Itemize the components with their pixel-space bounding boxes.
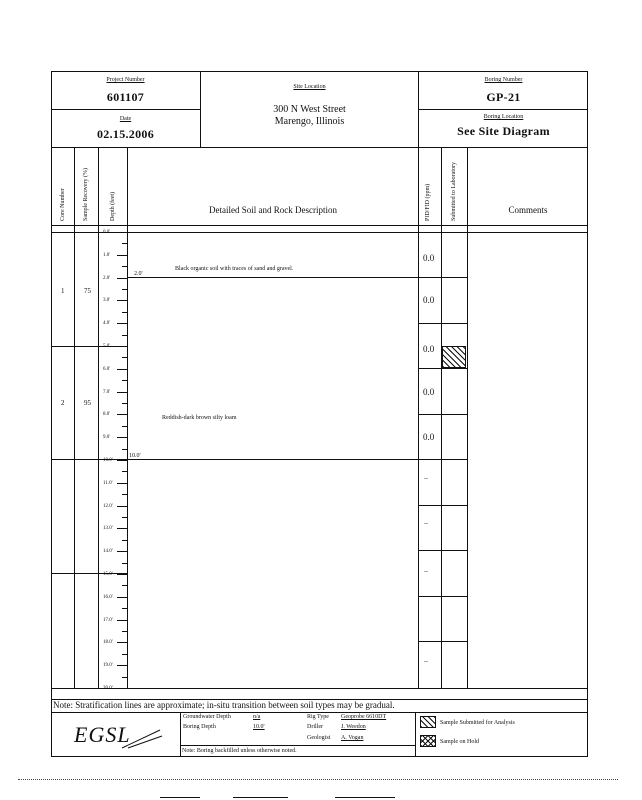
date-value: 02.15.2006 (97, 127, 154, 141)
depth-minor-tick (122, 243, 127, 244)
pid-reading: 0.0 (423, 253, 435, 263)
project-number-value: 601107 (106, 90, 145, 104)
depth-major-tick (117, 642, 127, 643)
egsl-logo: EGSL (74, 722, 131, 747)
legend-hold-swatch (420, 735, 436, 747)
core-2-recovery: 95 (84, 399, 91, 407)
depth-minor-tick (122, 631, 127, 632)
site-location-label: Site Location (293, 84, 326, 90)
depth-label: 0.0' (103, 230, 111, 235)
stratum-1-description: Black organic soil with traces of sand and gravel. (175, 266, 294, 272)
groundwater-depth-label: Groundwater Depth (183, 714, 231, 720)
depth-major-tick (117, 437, 127, 438)
col-depth: Depth (feet) (110, 191, 116, 221)
depth-label: 4.0' (103, 321, 111, 327)
boring-number-label: Boring Number (484, 77, 523, 83)
depth-minor-tick (122, 357, 127, 358)
depth-label: 20.0' (103, 686, 113, 691)
depth-major-tick (117, 597, 127, 598)
depth-minor-tick (122, 426, 127, 427)
depth-minor-tick (122, 654, 127, 655)
depth-minor-tick (122, 380, 127, 381)
depth-major-tick (117, 255, 127, 256)
geologist-value: A. Vogan (341, 735, 364, 741)
pid-reading: 0.0 (423, 295, 435, 305)
depth-label: 12.0' (103, 503, 113, 509)
depth-major-tick (117, 278, 127, 279)
stratum-2-description: Reddish-dark brown silty loam (162, 415, 237, 421)
scan-artifact-line (233, 797, 288, 798)
boring-number-value: GP-21 (486, 90, 521, 104)
depth-label: 6.0' (103, 366, 111, 372)
depth-minor-tick (122, 494, 127, 495)
depth-major-tick (117, 551, 127, 552)
depth-label: 19.0' (103, 663, 113, 669)
scan-artifact-line (18, 779, 618, 780)
depth-minor-tick (122, 289, 127, 290)
sample-submitted-marker (442, 346, 466, 368)
depth-label: 8.0' (103, 412, 111, 418)
groundwater-depth-value: n/a (253, 714, 261, 720)
stratum-2-depth: 10.0' (129, 453, 141, 459)
col-pid: PID/FID (ppm) (425, 183, 431, 221)
site-address-line2: Marengo, Illinois (274, 116, 345, 127)
boring-depth-label: Boring Depth (183, 724, 216, 730)
depth-label: 2.0' (103, 275, 111, 281)
depth-label: 13.0' (103, 526, 113, 532)
col-core-number: Core Number (60, 188, 66, 221)
site-address-line1: 300 N West Street (273, 104, 346, 115)
core-1-recovery: 75 (84, 287, 91, 295)
backfill-note: Note: Boring backfilled unless otherwise noted. (182, 748, 297, 754)
depth-minor-tick (122, 585, 127, 586)
scan-artifact-line (160, 797, 200, 798)
depth-major-tick (117, 665, 127, 666)
pid-reading: -- (424, 659, 428, 665)
depth-minor-tick (122, 266, 127, 267)
depth-minor-tick (122, 312, 127, 313)
depth-major-tick (117, 506, 127, 507)
depth-label: 18.0' (103, 640, 113, 646)
depth-major-tick (117, 323, 127, 324)
boring-location-label: Boring Location (483, 114, 524, 120)
depth-minor-tick (122, 403, 127, 404)
core-2-number: 2 (61, 399, 65, 407)
pid-reading: 0.0 (423, 387, 435, 397)
depth-label: 9.0' (103, 435, 111, 441)
depth-major-tick (117, 346, 127, 347)
depth-major-tick (117, 460, 127, 461)
depth-major-tick (117, 620, 127, 621)
legend-submitted-label: Sample Submitted for Analysis (440, 720, 515, 726)
depth-label: 14.0' (103, 549, 113, 555)
project-number-label: Project Number (106, 77, 145, 83)
depth-label: 11.0' (103, 480, 113, 486)
rig-type-value: Geoprobe 6610DT (341, 714, 387, 720)
depth-major-tick (117, 574, 127, 575)
geologist-label: Geologist (307, 735, 331, 741)
depth-major-tick (117, 688, 127, 689)
boring-depth-value: 10.0' (253, 724, 265, 730)
depth-minor-tick (122, 540, 127, 541)
scan-artifact-line (335, 797, 395, 798)
col-description: Detailed Soil and Rock Description (209, 205, 337, 215)
depth-major-tick (117, 528, 127, 529)
depth-label: 17.0' (103, 617, 113, 623)
depth-major-tick (117, 414, 127, 415)
driller-value: J. Weedon (341, 724, 366, 730)
depth-minor-tick (122, 608, 127, 609)
depth-minor-tick (122, 517, 127, 518)
driller-label: Driller (307, 724, 323, 730)
depth-label: 5.0' (103, 344, 111, 349)
col-sample-recovery: Sample Recovery (%) (83, 168, 89, 221)
pid-reading: -- (424, 521, 428, 527)
rig-type-label: Rig Type (307, 714, 329, 720)
depth-label: 10.0' (103, 458, 113, 463)
pid-reading: 0.0 (423, 344, 435, 354)
col-submitted: Submitted to Laboratory (451, 162, 457, 221)
depth-major-tick (117, 369, 127, 370)
depth-major-tick (117, 232, 127, 233)
depth-label: 16.0' (103, 594, 113, 600)
logo-swoosh-icon (120, 726, 165, 750)
depth-minor-tick (122, 449, 127, 450)
legend-submitted-swatch (420, 716, 436, 728)
depth-major-tick (117, 392, 127, 393)
pid-reading: 0.0 (423, 432, 435, 442)
boring-log-frame (51, 71, 588, 757)
stratum-1-depth: 2.0' (134, 271, 143, 277)
depth-label: 3.0' (103, 298, 111, 304)
col-comments: Comments (508, 205, 548, 215)
core-1-number: 1 (61, 287, 65, 295)
legend-hold-label: Sample on Hold (440, 739, 479, 745)
stratification-note: Note: Stratification lines are approximate; in-situ transition between soil types may be gradual. (53, 700, 395, 710)
pid-reading: -- (424, 569, 428, 575)
depth-minor-tick (122, 471, 127, 472)
depth-label: 15.0' (103, 572, 113, 577)
depth-minor-tick (122, 335, 127, 336)
depth-major-tick (117, 300, 127, 301)
date-label: Date (119, 116, 132, 122)
depth-minor-tick (122, 677, 127, 678)
pid-reading: -- (424, 476, 428, 482)
depth-label: 7.0' (103, 389, 111, 395)
depth-minor-tick (122, 563, 127, 564)
depth-label: 1.0' (103, 252, 111, 258)
boring-location-value: See Site Diagram (457, 124, 550, 138)
depth-major-tick (117, 483, 127, 484)
